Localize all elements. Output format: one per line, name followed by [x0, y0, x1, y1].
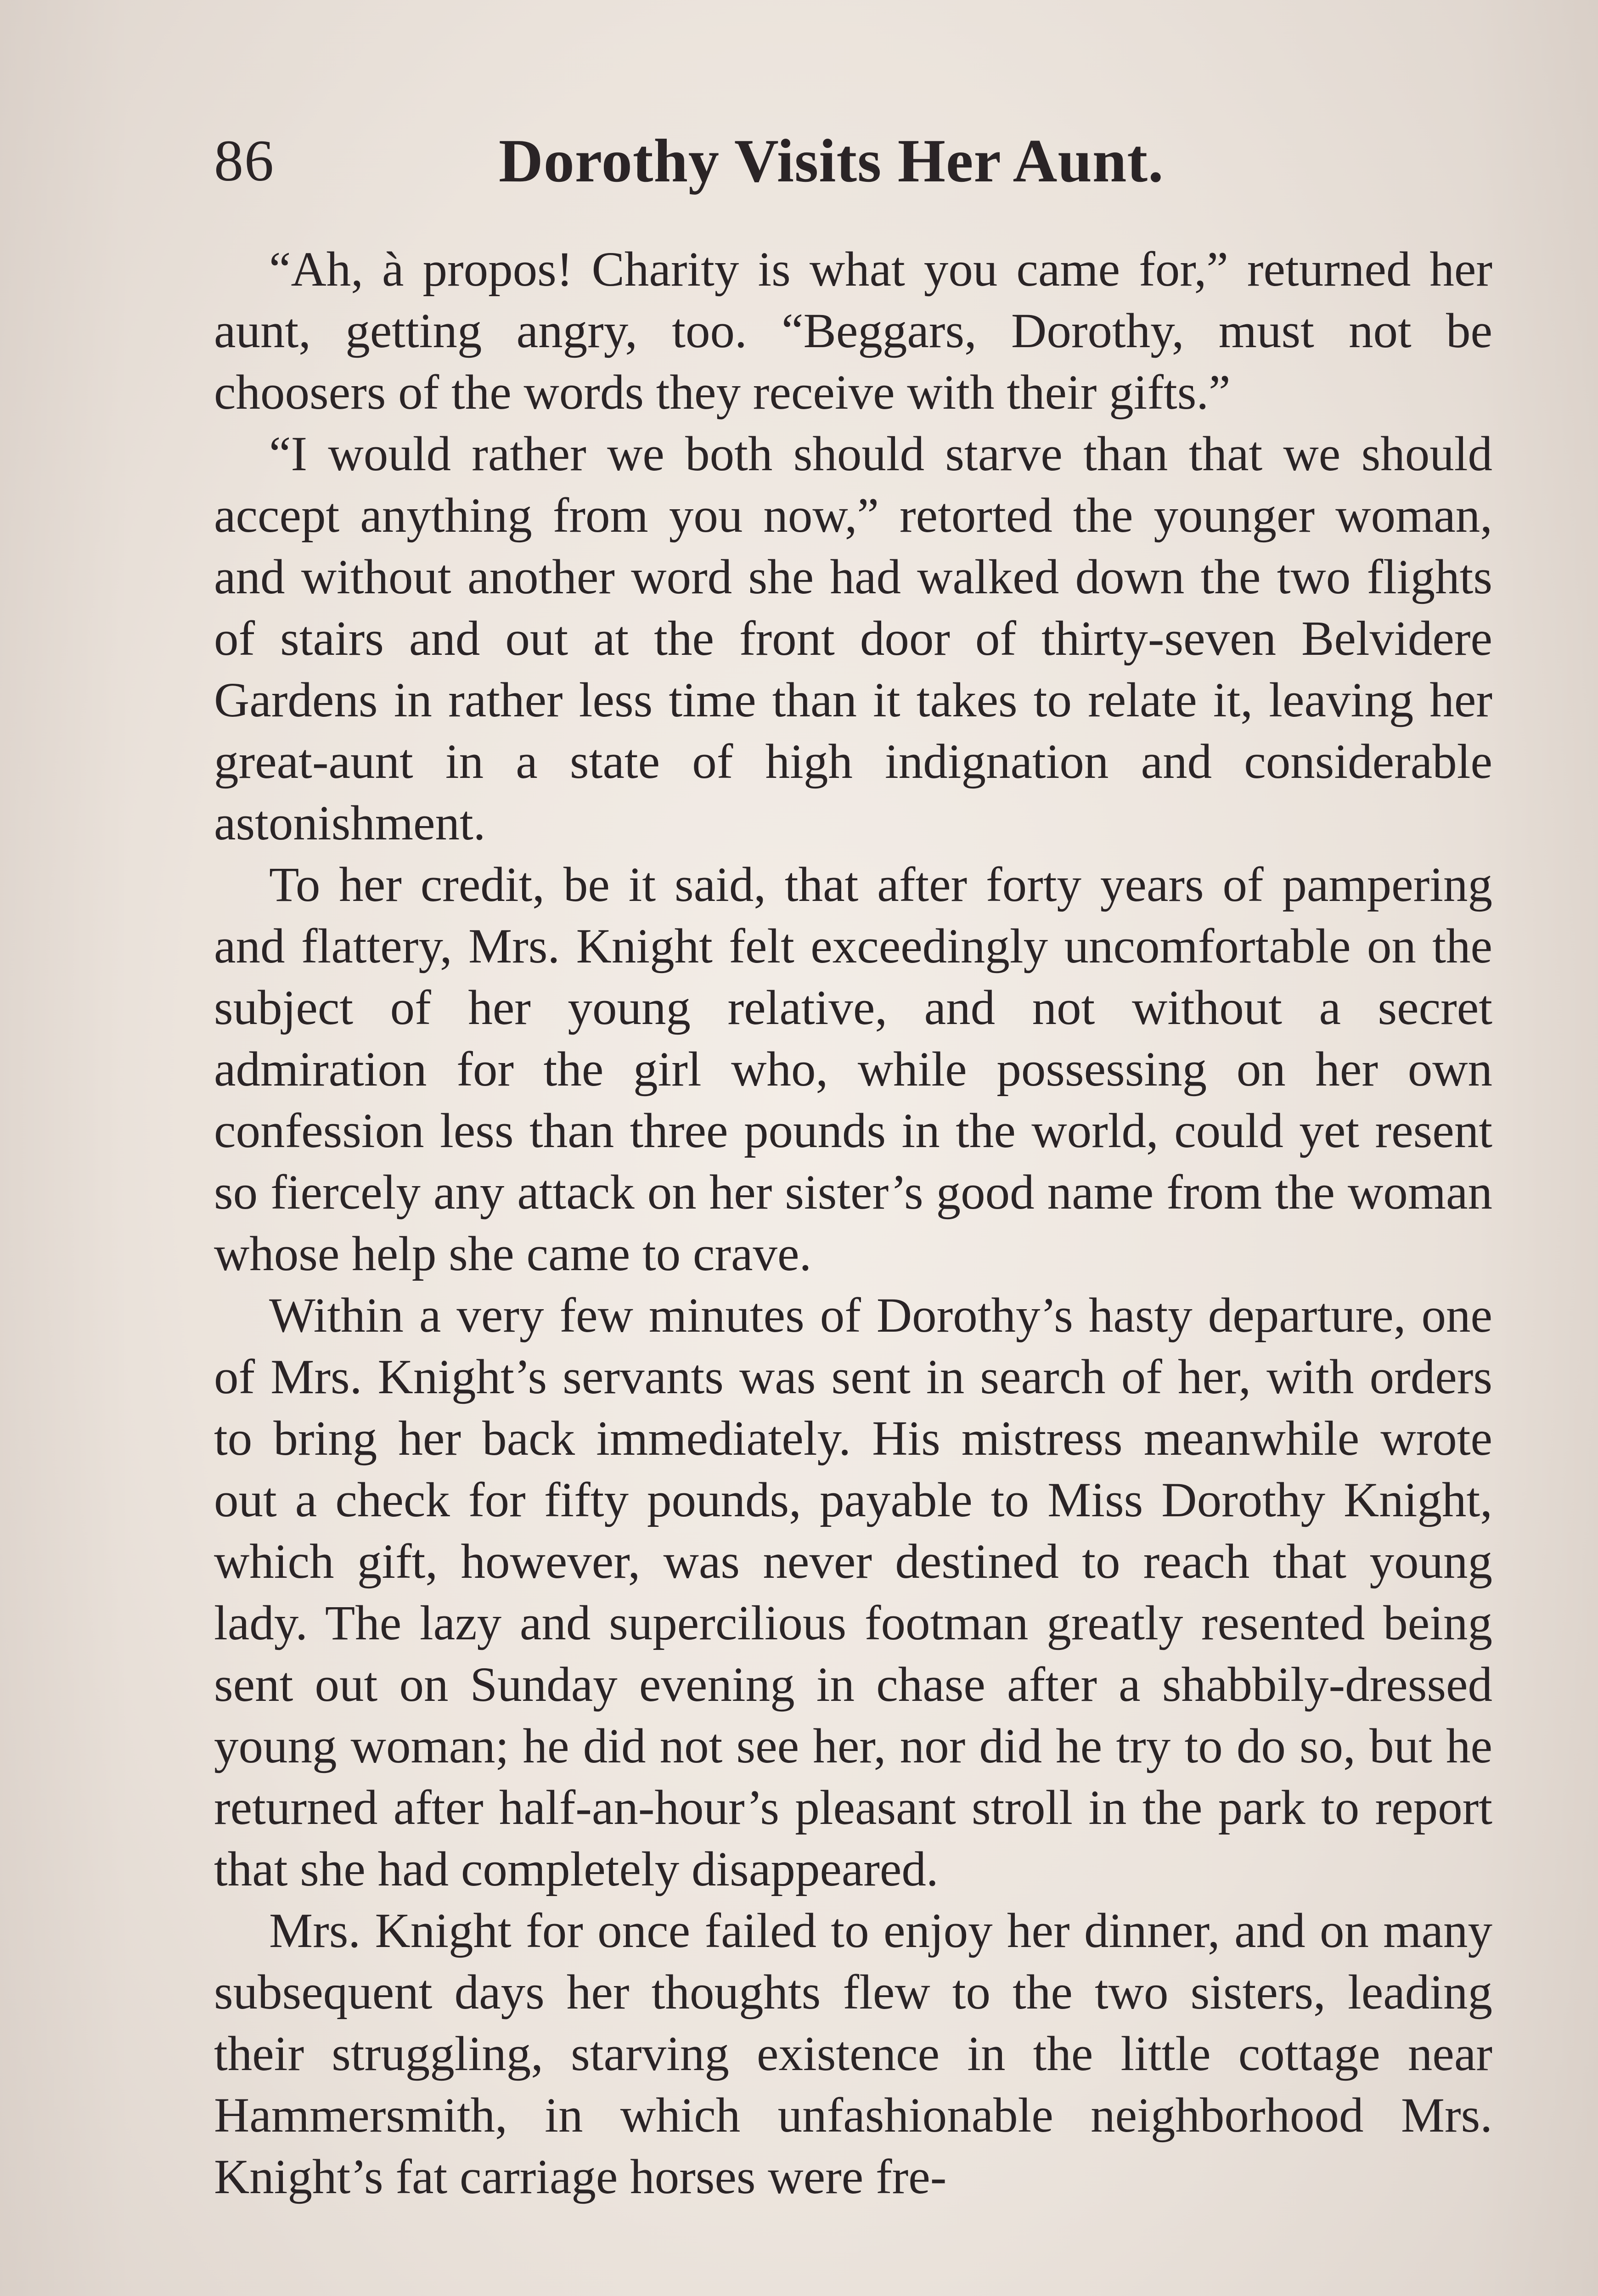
paragraph: To her credit, be it said, that after forty years of pampering and flattery, Mrs. Knight felt exceedingly uncomfortable on the subject of her young relative, and not without a secret admiration for the girl who, while possessing on her own confession less than three pounds in the world, could yet resent so fiercely any attack on her sister’s good name from the woman whose help she came to crave. — [214, 858, 1492, 1281]
paragraph: “I would rather we both should starve than that we should accept anything from you now,” retorted the younger woman, and without another word she had walked down the two flights of stairs and out at the front door of thirty-seven Belvidere Gardens in rather less time than it takes to relate it, leaving her great-aunt in a state of high indignation and considerable astonishment. — [214, 427, 1492, 850]
page-number: 86 — [214, 128, 275, 193]
paragraph: Within a very few minutes of Dorothy’s hasty departure, one of Mrs. Knight’s servants was sent in search of her, with orders to bring her back immediately. His mistress meanwhile wrote out a check for fifty pounds, payable to Miss Dorothy Knight, which gift, however, was never destined to reach that young lady. The lazy and supercilious footman greatly resented being sent out on Sunday evening in chase after a shabbily-dressed young woman; he did not see her, nor did he try to do so, but he returned after half-an-hour’s pleasant stroll in the park to report that she had completely disappeared. — [214, 1289, 1492, 1896]
running-head: Dorothy Visits Her Aunt. — [499, 127, 1164, 195]
body-text — [214, 239, 1492, 2208]
paragraph: “Ah, à propos! Charity is what you came for,” returned her aunt, getting angry, too. “Beggars, Dorothy, must not be choosers of the words they receive with their gifts.” — [214, 242, 1492, 420]
paragraph: Mrs. Knight for once failed to enjoy her dinner, and on many subsequent days her thoughts flew to the two sisters, leading their struggling, starving existence in the little cottage near Hammersmith, in which unfashionable neighborhood Mrs. Knight’s fat carriage horses were fre- — [214, 1904, 1492, 2204]
page-header — [214, 124, 1492, 197]
